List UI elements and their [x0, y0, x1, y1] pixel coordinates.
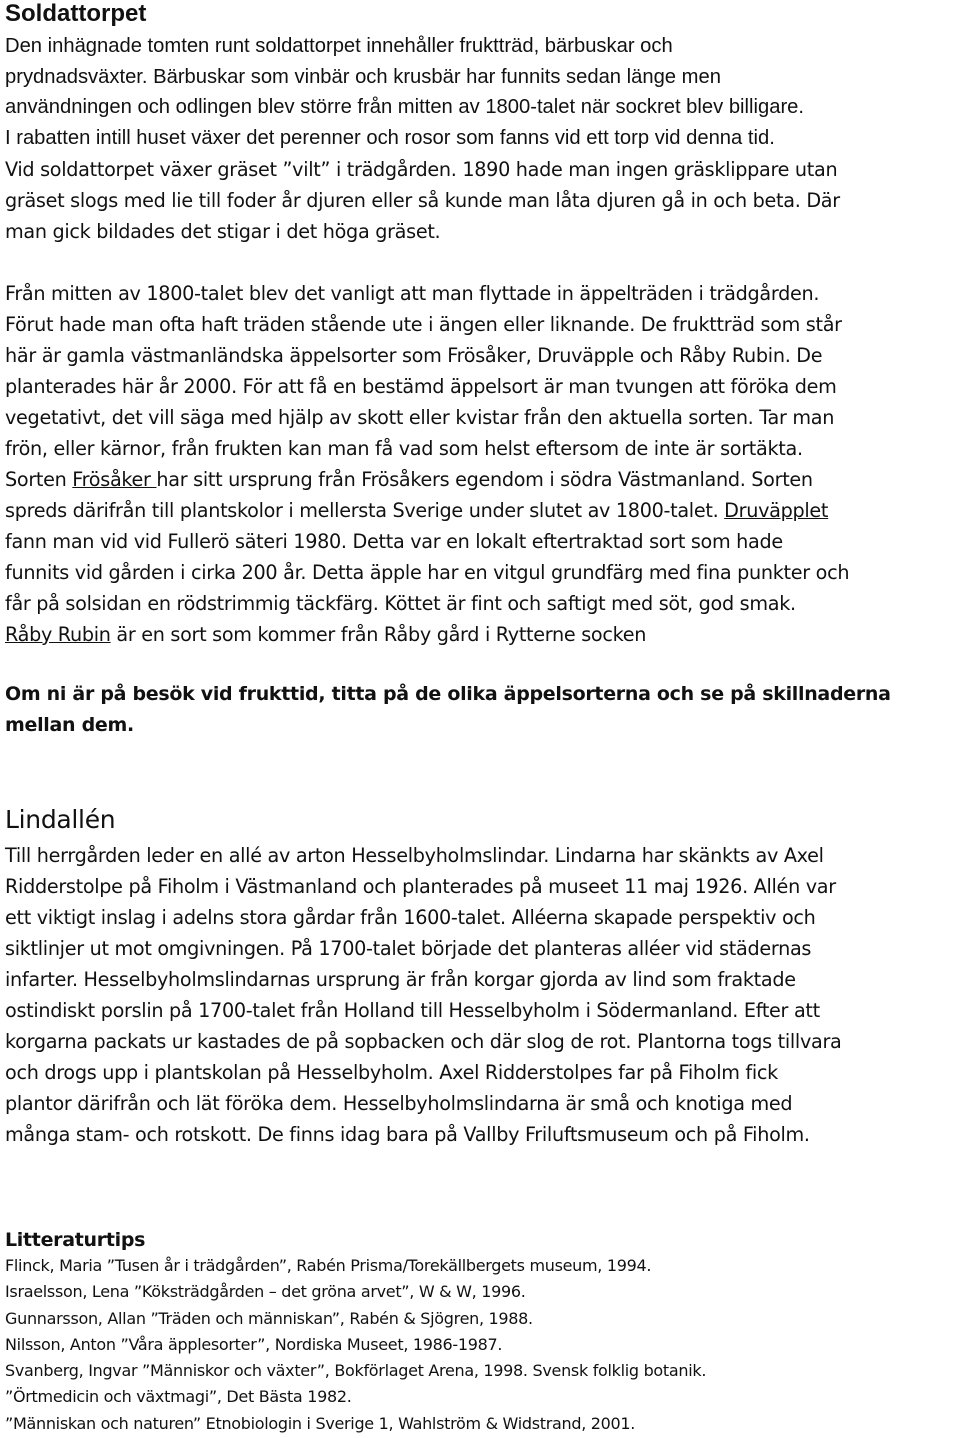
apple-paragraph [5, 278, 849, 650]
literature-item: Israelsson, Lena ”Köksträdgården – det gröna arvet”, W & W, 1996. [5, 1282, 526, 1302]
intro-line: gräset slogs med lie till foder år djuren eller så kunde man låta djuren gå in och beta. Där [5, 189, 840, 212]
callout-line: Om ni är på besök vid frukttid, titta på de olika äppelsorterna och se på skillnaderna [5, 683, 891, 705]
lindallen-paragraph [5, 840, 842, 1150]
apple-line: frön, eller kärnor, från frukten kan man få vad som helst eftersom de inte är sortäkta. [5, 437, 803, 460]
lindallen-line: ostindiskt porslin på 1700-talet från Holland till Hesselbyholm i Södermanland. Efter att [5, 999, 820, 1022]
apple-line: funnits vid gården i cirka 200 år. Detta äpple har en vitgul grundfärg med fina punkter och [5, 561, 850, 584]
intro-line: Den inhägnade tomten runt soldattorpet innehåller fruktträd, bärbuskar och [5, 35, 673, 57]
intro-line: man gick bildades det stigar i det höga gräset. [5, 220, 441, 243]
intro-line: Vid soldattorpet växer gräset ”vilt” i trädgården. 1890 hade man ingen gräsklippare utan [5, 158, 838, 181]
lindallen-line: Ridderstolpe på Fiholm i Västmanland och planterades på museet 11 maj 1926. Allén var [5, 875, 836, 898]
literature-title: Litteraturtips [5, 1229, 146, 1251]
text-fragment: är en sort som kommer från Råby gård i Rytterne socken [110, 623, 647, 646]
lindallen-line: ett viktigt inslag i adelns stora gårdar från 1600-talet. Alléerna skapade perspektiv och [5, 906, 816, 929]
section-lindallen [5, 805, 115, 835]
bold-callout [5, 679, 891, 741]
section-title-soldattorpet: Soldattorpet [5, 0, 147, 27]
apple-line-druv [5, 495, 849, 526]
link-raby-rubin[interactable]: Råby Rubin [5, 623, 111, 646]
callout-line: mellan dem. [5, 714, 134, 736]
lindallen-line: siktlinjer ut mot omgivningen. På 1700-talet började det planteras alléer vid städernas [5, 937, 812, 960]
apple-line: Från mitten av 1800-talet blev det vanligt att man flyttade in äppelträden i trädgården. [5, 282, 820, 305]
section-title-lindallen: Lindallén [5, 805, 116, 834]
lindallen-line: plantor därifrån och lät föröka dem. Hesselbyholmslindarna är små och knotiga med [5, 1092, 793, 1115]
apple-line: vegetativt, det vill säga med hjälp av skott eller kvistar från den aktuella sorten. Tar man [5, 406, 835, 429]
text-fragment: spreds därifrån till plantskolor i mellersta Sverige under slutet av 1800-talet. [5, 499, 725, 522]
intro-paragraph [5, 31, 804, 153]
apple-line: får på solsidan en rödstrimmig täckfärg. Köttet är fint och saftigt med söt, god smak. [5, 592, 796, 615]
literature-item: ”Örtmedicin och växtmagi”, Det Bästa 1982. [5, 1387, 352, 1407]
intro-line: I rabatten intill huset växer det perenner och rosor som fanns vid ett torp vid denna tid. [5, 126, 775, 149]
section-soldattorpet [5, 0, 146, 28]
intro-line: användningen och odlingen blev större från mitten av 1800-talet när sockret blev billigare. [5, 96, 805, 118]
intro-line: prydnadsväxter. Bärbuskar som vinbär och krusbär har funnits sedan länge men [5, 65, 721, 88]
literature-section [5, 1227, 706, 1437]
apple-line-frosaker [5, 464, 849, 495]
apple-line: Förut hade man ofta haft träden stående ute i ängen eller liknande. De fruktträd som står [5, 313, 842, 336]
apple-line: fann man vid vid Fullerö säteri 1980. Detta var en lokalt eftertraktad sort som hade [5, 530, 783, 553]
literature-item: Svanberg, Ingvar ”Människor och växter”, Bokförlaget Arena, 1998. Svensk folklig botanik. [5, 1361, 707, 1381]
intro-paragraph-cont [5, 154, 840, 247]
link-druvapplet[interactable]: Druväpplet [724, 499, 829, 522]
literature-item: Flinck, Maria ”Tusen år i trädgården”, Rabén Prisma/Torekällbergets museum, 1994. [5, 1256, 652, 1275]
lindallen-line: Till herrgården leder en allé av arton Hesselbyholmslindar. Lindarna har skänkts av Axel [5, 844, 824, 867]
literature-item: ”Människan och naturen” Etnobiologin i Sverige 1, Wahlström & Widstrand, 2001. [5, 1413, 636, 1433]
lindallen-line: många stam- och rotskott. De finns idag bara på Vallby Friluftsmuseum och på Fiholm. [5, 1123, 810, 1146]
lindallen-line: korgarna packats ur kastades de på sopbacken och där slog de rot. Plantorna togs tillvara [5, 1030, 842, 1053]
text-fragment: har sitt ursprung från Frösåkers egendom i södra Västmanland. Sorten [156, 468, 813, 491]
lindallen-line: infarter. Hesselbyholmslindarnas ursprung är från korgar gjorda av lind som fraktade [5, 968, 796, 991]
apple-line: här är gamla västmanländska äppelsorter som Frösåker, Druväpple och Råby Rubin. De [5, 344, 823, 367]
literature-item: Gunnarsson, Allan ”Träden och människan”, Rabén & Sjögren, 1988. [5, 1308, 533, 1328]
lindallen-line: och drogs upp i plantskolan på Hesselbyholm. Axel Ridderstolpes far på Fiholm fick [5, 1061, 778, 1084]
apple-line: planterades här år 2000. För att få en bestämd äppelsort är man tvungen att föröka dem [5, 375, 837, 398]
text-fragment: Sorten [5, 468, 73, 491]
apple-line-raby [5, 619, 849, 650]
literature-item: Nilsson, Anton ”Våra äpplesorter”, Nordiska Museet, 1986-1987. [5, 1334, 503, 1354]
link-frosaker[interactable]: Frösåker [72, 468, 157, 491]
